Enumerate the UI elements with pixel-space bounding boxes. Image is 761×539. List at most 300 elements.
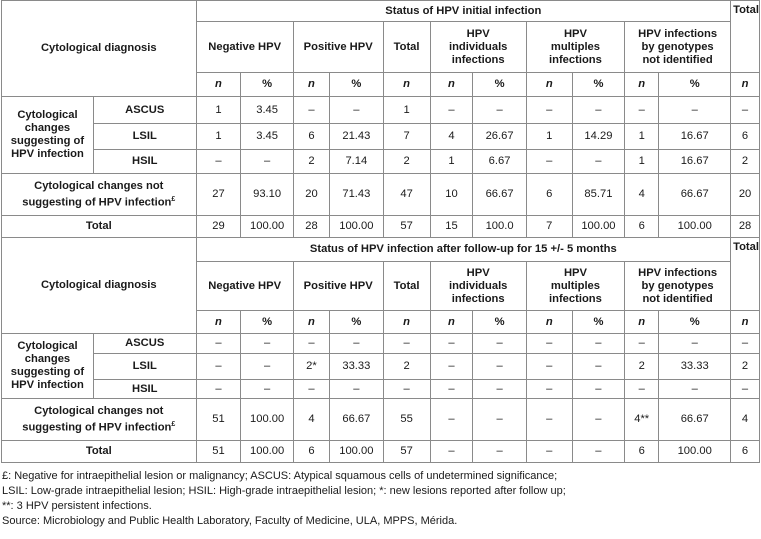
- genotypes-header: by genotypes: [641, 279, 714, 292]
- footnote-abbreviations: £: Negative for intraepithelial lesion or malignancy; ASCUS: Atypical squamous cells of undetermined significance;: [2, 470, 558, 482]
- value: –: [691, 337, 698, 349]
- changes-label: Cytological: [17, 340, 78, 352]
- individual-infections-header: infections: [451, 53, 505, 66]
- n-header: n: [638, 315, 646, 328]
- value: –: [215, 337, 222, 349]
- value: –: [215, 155, 222, 167]
- value-cell: [473, 174, 526, 216]
- n-header: n: [741, 315, 749, 328]
- value: 85.71: [584, 188, 613, 200]
- value-cell: [572, 97, 624, 124]
- section-title: Status of HPV initial infection: [385, 4, 542, 17]
- value-cell: [473, 150, 526, 174]
- value: 100.00: [677, 445, 712, 457]
- value: –: [353, 382, 360, 395]
- value: 100.00: [339, 445, 374, 457]
- value-cell: [293, 150, 329, 174]
- n-header: n: [403, 78, 410, 90]
- value: 100.00: [250, 413, 285, 425]
- value: 1: [638, 130, 645, 142]
- percent-header: %: [494, 315, 505, 328]
- value-cell: [659, 399, 731, 441]
- value-cell: [526, 97, 572, 124]
- value: –: [496, 445, 503, 457]
- value: –: [595, 103, 602, 116]
- value-cell: [572, 399, 624, 441]
- value: 100.00: [250, 220, 285, 232]
- value: 100.00: [250, 445, 285, 457]
- value-cell: [526, 216, 572, 238]
- value-cell: [473, 441, 526, 463]
- value: 6: [638, 445, 645, 457]
- value-cell: [330, 354, 383, 380]
- individual-infections-header: HPV: [466, 266, 490, 279]
- value-cell: [330, 216, 383, 238]
- value: –: [546, 445, 553, 457]
- value-cell: [196, 216, 241, 238]
- value: 4**: [634, 413, 650, 425]
- n-header: n: [215, 78, 222, 90]
- value: 6: [308, 130, 315, 142]
- value-cell: [572, 354, 624, 380]
- table-row: [2, 380, 760, 399]
- value: 100.00: [581, 220, 616, 232]
- table-row: [2, 334, 760, 354]
- multiple-infections-header: HPV: [563, 27, 587, 40]
- footnote-mark: £: [171, 420, 176, 428]
- value: 2: [741, 360, 749, 372]
- value-cell: [731, 354, 760, 380]
- value-cell: [430, 334, 473, 354]
- value: –: [496, 103, 503, 116]
- value-cell: [241, 399, 293, 441]
- value: 51: [212, 445, 225, 457]
- lesion-label-cell: [93, 334, 196, 354]
- value-cell: [430, 150, 473, 174]
- value: –: [638, 382, 645, 395]
- value: 7.14: [345, 155, 368, 167]
- value-cell: [241, 216, 293, 238]
- subheader-cell: [293, 311, 329, 334]
- total-header: Total: [733, 241, 759, 253]
- percent-header: %: [351, 315, 362, 328]
- value-cell: [330, 174, 383, 216]
- value: 1: [448, 155, 455, 167]
- value: 66.67: [342, 413, 371, 425]
- genotypes-header: by genotypes: [641, 40, 714, 53]
- value: 66.67: [485, 188, 514, 200]
- subheader-cell: [241, 311, 293, 334]
- value-cell: [330, 150, 383, 174]
- individual-infections-header: HPV: [466, 27, 490, 40]
- total-header: Total: [393, 279, 420, 292]
- changes-label: HPV infection: [11, 379, 84, 391]
- value: 6.67: [488, 155, 511, 167]
- value: 33.33: [680, 360, 709, 372]
- value: –: [263, 337, 271, 349]
- changes-label-cell: [2, 334, 94, 399]
- n-header: n: [448, 78, 455, 90]
- genotypes-header-cell: [625, 262, 731, 311]
- positive-hpv-header: Positive HPV: [303, 40, 373, 53]
- total-header-cell: [731, 238, 760, 311]
- subheader-cell: [731, 311, 760, 334]
- value-cell: [383, 441, 430, 463]
- value-cell: [625, 441, 659, 463]
- value-cell: [430, 380, 473, 399]
- value: 66.67: [680, 188, 709, 200]
- subheader-cell: [526, 73, 572, 97]
- value-cell: [526, 334, 572, 354]
- value-cell: [430, 399, 473, 441]
- value: 100.00: [677, 220, 712, 232]
- table-row: [2, 97, 760, 124]
- value-cell: [731, 97, 760, 124]
- value: 16.67: [680, 130, 709, 142]
- positive-hpv-header-cell: [293, 22, 383, 73]
- value-cell: [659, 216, 731, 238]
- value: –: [448, 103, 455, 116]
- value-cell: [293, 354, 329, 380]
- value-cell: [383, 174, 430, 216]
- value-cell: [572, 334, 624, 354]
- subheader-cell: [241, 73, 293, 97]
- diagnosis-header-cell: [2, 238, 197, 334]
- value: 20: [305, 188, 318, 200]
- value: –: [546, 413, 553, 425]
- diagnosis-header: Cytological diagnosis: [40, 42, 157, 54]
- value-cell: [473, 399, 526, 441]
- not-suggesting-label-cell: [2, 174, 197, 216]
- value: 14.29: [584, 130, 613, 142]
- lesion-label: HSIL: [131, 155, 158, 167]
- value-cell: [473, 354, 526, 380]
- value-cell: [572, 380, 624, 399]
- positive-hpv-header-cell: [293, 262, 383, 311]
- value-cell: [241, 174, 293, 216]
- value-cell: [572, 124, 624, 150]
- value: 6: [638, 220, 645, 232]
- lesion-label-cell: [93, 124, 196, 150]
- value: –: [263, 382, 271, 395]
- value-cell: [731, 150, 760, 174]
- diagnosis-header: Cytological diagnosis: [40, 279, 157, 291]
- value-cell: [293, 441, 329, 463]
- percent-header: %: [262, 315, 273, 328]
- value-cell: [430, 441, 473, 463]
- value: 1: [403, 103, 410, 116]
- value-cell: [196, 334, 241, 354]
- value: 57: [400, 445, 413, 457]
- total-label-cell: [2, 441, 197, 463]
- value-cell: [659, 380, 731, 399]
- changes-label: changes: [24, 353, 71, 365]
- n-header: n: [638, 78, 646, 90]
- value-cell: [241, 124, 293, 150]
- footnotes: [2, 469, 761, 529]
- not-suggesting-label: Cytological changes not: [34, 179, 164, 192]
- not-suggesting-label-cell: [2, 399, 197, 441]
- negative-hpv-header-cell: [196, 262, 293, 311]
- table-row: [2, 441, 760, 463]
- value: –: [448, 360, 455, 372]
- value: –: [448, 413, 455, 425]
- n-header: n: [308, 78, 315, 90]
- value: 100.0: [485, 220, 514, 232]
- value-cell: [330, 97, 383, 124]
- genotypes-header: HPV infections: [638, 27, 718, 40]
- value-cell: [625, 399, 659, 441]
- subheader-cell: [473, 73, 526, 97]
- footnote-lesions: LSIL: Low-grade intraepithelial lesion; HSIL: High-grade intraepithelial lesion; *: new lesions reported after follow up;: [2, 485, 566, 497]
- value: 4: [308, 413, 315, 425]
- value: –: [496, 413, 503, 425]
- value: –: [215, 360, 222, 372]
- value: 21.43: [342, 130, 371, 142]
- lesion-label: ASCUS: [125, 337, 165, 349]
- value: –: [691, 103, 698, 116]
- value: 6: [308, 445, 315, 457]
- value-cell: [430, 97, 473, 124]
- value-cell: [625, 174, 659, 216]
- total-label: Total: [85, 220, 112, 232]
- total-label: Total: [85, 445, 112, 457]
- value-cell: [196, 399, 241, 441]
- value: 1: [546, 130, 553, 142]
- value: 2: [403, 155, 410, 167]
- percent-header: %: [351, 78, 362, 90]
- value-cell: [430, 124, 473, 150]
- value: 2: [403, 360, 410, 372]
- value-cell: [196, 174, 241, 216]
- table-row: [2, 150, 760, 174]
- section-title-cell: [196, 238, 731, 262]
- table-row: [2, 174, 760, 216]
- multiple-infections-header-cell: [526, 262, 624, 311]
- value-cell: [196, 354, 241, 380]
- percent-header: %: [689, 78, 700, 90]
- value: 66.67: [680, 413, 709, 425]
- subheader-cell: [330, 311, 383, 334]
- value-cell: [659, 334, 731, 354]
- value: –: [638, 337, 645, 349]
- value: 6: [741, 130, 749, 142]
- diagnosis-header-cell: [2, 1, 197, 97]
- value: –: [403, 337, 410, 349]
- value: –: [691, 382, 698, 395]
- n-header: n: [403, 315, 410, 328]
- section-initial: [2, 1, 760, 238]
- value-cell: [196, 150, 241, 174]
- value: 4: [448, 130, 455, 142]
- total-label-cell: [2, 216, 197, 238]
- value: 2: [741, 155, 749, 167]
- value-cell: [196, 97, 241, 124]
- value-cell: [625, 334, 659, 354]
- value-cell: [383, 334, 430, 354]
- subheader-cell: [383, 73, 430, 97]
- value: –: [448, 445, 455, 457]
- value-cell: [659, 97, 731, 124]
- value: 3.45: [256, 103, 278, 116]
- value: –: [546, 103, 553, 116]
- value-cell: [196, 441, 241, 463]
- lesion-label: LSIL: [132, 360, 157, 372]
- value-cell: [526, 174, 572, 216]
- value: 7: [403, 130, 410, 142]
- n-header: n: [308, 315, 315, 328]
- value-cell: [241, 334, 293, 354]
- individual-infections-header-cell: [430, 22, 526, 73]
- value: 71.43: [342, 188, 371, 200]
- changes-label: HPV infection: [11, 148, 84, 160]
- value: 6: [546, 188, 553, 200]
- subheader-cell: [625, 311, 659, 334]
- value: 47: [400, 188, 413, 200]
- total-header: Total: [733, 4, 759, 16]
- value: –: [595, 360, 602, 372]
- value-cell: [625, 380, 659, 399]
- value-cell: [330, 441, 383, 463]
- value: –: [595, 445, 602, 457]
- subheader-cell: [196, 311, 241, 334]
- value: –: [546, 337, 553, 349]
- value-cell: [241, 97, 293, 124]
- value: –: [448, 382, 455, 395]
- value-cell: [526, 380, 572, 399]
- value-cell: [293, 380, 329, 399]
- value: –: [353, 337, 360, 349]
- value-cell: [330, 380, 383, 399]
- n-header: n: [545, 315, 553, 328]
- value: 28: [305, 220, 318, 232]
- value: –: [741, 337, 749, 349]
- multiple-infections-header-cell: [526, 22, 624, 73]
- table-row: [2, 399, 760, 441]
- value-cell: [241, 354, 293, 380]
- value-cell: [293, 97, 329, 124]
- value-cell: [383, 399, 430, 441]
- subheader-cell: [659, 73, 731, 97]
- value: 28: [738, 220, 752, 232]
- value: 29: [212, 220, 225, 232]
- value-cell: [383, 380, 430, 399]
- value: –: [403, 382, 410, 395]
- value-cell: [383, 97, 430, 124]
- value: –: [741, 382, 749, 395]
- individual-infections-header: individuals: [448, 40, 508, 53]
- value-cell: [293, 334, 329, 354]
- n-header: n: [741, 78, 749, 90]
- subheader-cell: [293, 73, 329, 97]
- total-header: Total: [393, 40, 420, 53]
- value: –: [496, 360, 503, 372]
- value-cell: [293, 216, 329, 238]
- value: 33.33: [342, 360, 371, 372]
- not-suggesting-label: Cytological changes not: [34, 404, 164, 417]
- value: –: [546, 360, 553, 372]
- not-suggesting-label: suggesting of HPV infection: [22, 421, 172, 434]
- value-cell: [659, 441, 731, 463]
- changes-label-cell: [2, 97, 94, 174]
- value-cell: [330, 399, 383, 441]
- value-cell: [659, 124, 731, 150]
- value-cell: [383, 150, 430, 174]
- value: 7: [546, 220, 553, 232]
- value: 4: [741, 413, 749, 425]
- value: 26.67: [485, 130, 514, 142]
- subheader-cell: [430, 73, 473, 97]
- value-cell: [383, 124, 430, 150]
- changes-label: suggesting of: [10, 135, 85, 147]
- percent-header: %: [593, 78, 604, 90]
- value-cell: [731, 174, 760, 216]
- value-cell: [241, 380, 293, 399]
- lesion-label: HSIL: [131, 382, 158, 395]
- lesion-label-cell: [93, 354, 196, 380]
- value-cell: [241, 150, 293, 174]
- section-title-cell: [196, 1, 731, 22]
- individual-infections-header: infections: [451, 292, 505, 305]
- value: –: [546, 382, 553, 395]
- genotypes-header-cell: [625, 22, 731, 73]
- value-cell: [659, 150, 731, 174]
- genotypes-header: HPV infections: [638, 266, 718, 279]
- individual-infections-header-cell: [430, 262, 526, 311]
- value-cell: [625, 97, 659, 124]
- subheader-cell: [572, 311, 624, 334]
- lesion-label-cell: [93, 97, 196, 124]
- value: 15: [445, 220, 458, 232]
- table-row: [2, 124, 760, 150]
- value: –: [496, 337, 503, 349]
- value-cell: [731, 441, 760, 463]
- value-cell: [430, 216, 473, 238]
- value: –: [595, 337, 602, 349]
- total-header-cell: [731, 1, 760, 73]
- subheader-cell: [430, 311, 473, 334]
- lesion-label-cell: [93, 150, 196, 174]
- value: –: [595, 155, 602, 167]
- value-cell: [659, 354, 731, 380]
- multiple-infections-header: infections: [549, 53, 602, 66]
- not-suggesting-label: suggesting of HPV infection: [22, 196, 172, 209]
- total-header-cell: [383, 262, 430, 311]
- value: –: [308, 337, 315, 349]
- value: –: [263, 360, 271, 372]
- value-cell: [625, 354, 659, 380]
- value-cell: [473, 124, 526, 150]
- value-cell: [526, 354, 572, 380]
- value: –: [595, 413, 602, 425]
- n-header: n: [545, 78, 553, 90]
- value-cell: [526, 124, 572, 150]
- subheader-cell: [731, 73, 760, 97]
- value-cell: [430, 174, 473, 216]
- value: –: [263, 155, 271, 167]
- genotypes-header: not identified: [642, 292, 713, 305]
- subheader-cell: [330, 73, 383, 97]
- value-cell: [383, 354, 430, 380]
- value-cell: [473, 380, 526, 399]
- value-cell: [572, 441, 624, 463]
- value: 16.67: [680, 155, 709, 167]
- value: 2*: [306, 360, 317, 372]
- value-cell: [473, 97, 526, 124]
- positive-hpv-header: Positive HPV: [303, 279, 373, 292]
- value: 20: [738, 188, 752, 200]
- value-cell: [625, 124, 659, 150]
